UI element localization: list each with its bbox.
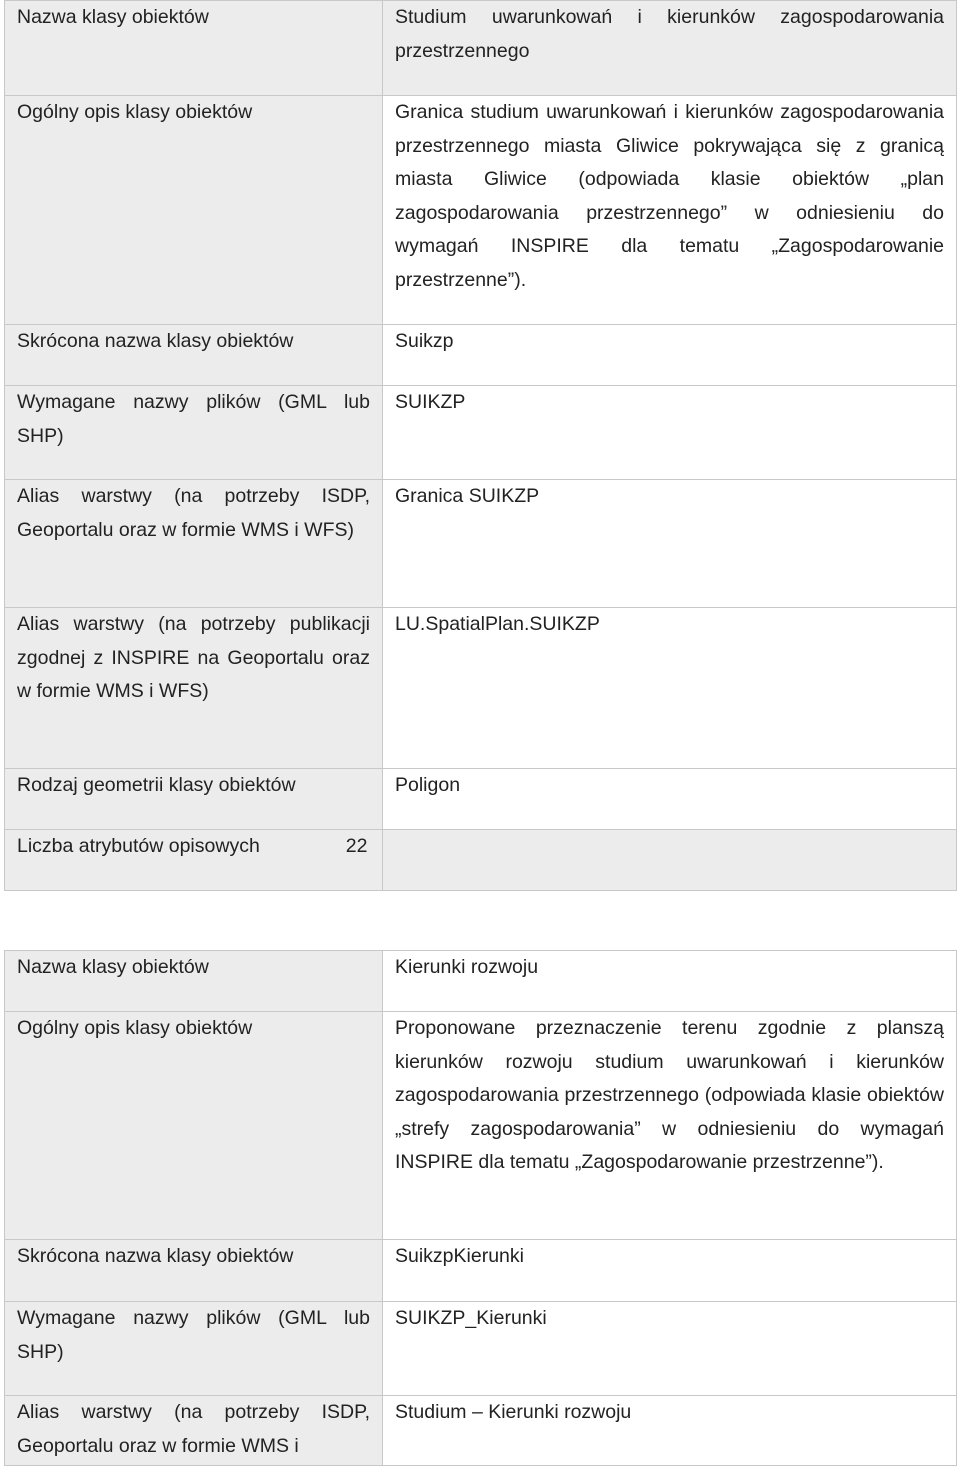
- row-label: Skrócona nazwa klasy obiektów: [5, 1240, 383, 1302]
- table-row: [5, 951, 957, 1012]
- table-row: [5, 1, 957, 96]
- row-label: Ogólny opis klasy obiektów: [5, 1012, 383, 1240]
- object-class-table-studium: [4, 0, 957, 891]
- table-row: [5, 96, 957, 325]
- table-row: [5, 1302, 957, 1396]
- table-row: [5, 325, 957, 386]
- row-value: SUIKZP_Kierunki: [383, 1302, 957, 1396]
- row-label: Alias warstwy (na potrzeby ISDP, Geoportalu oraz w formie WMS i: [5, 1396, 383, 1466]
- row-label: Wymagane nazwy plików (GML lub SHP): [5, 386, 383, 480]
- row-value: Granica SUIKZP: [383, 480, 957, 608]
- empty-cell: [383, 830, 957, 891]
- row-value: LU.SpatialPlan.SUIKZP: [383, 608, 957, 769]
- row-label: Nazwa klasy obiektów: [5, 1, 383, 96]
- row-value: Suikzp: [383, 325, 957, 386]
- table-row: [5, 1396, 957, 1466]
- row-value: Granica studium uwarunkowań i kierunków zagospodarowania przestrzennego miasta Gliwice pokrywająca się z granicą miasta Gliwice (odpowiada klasie obiektów „plan zagospodarowania przestrzennego” w odniesieniu do wymagań INSPIRE dla tematu „Zagospodarowanie przestrzenne”).: [383, 96, 957, 325]
- attribute-count-row: [5, 830, 383, 891]
- row-label: Rodzaj geometrii klasy obiektów: [5, 769, 383, 830]
- table-row: [5, 769, 957, 830]
- row-label: Alias warstwy (na potrzeby publikacji zgodnej z INSPIRE na Geoportalu oraz w formie WMS i WFS): [5, 608, 383, 769]
- table-row: [5, 830, 957, 891]
- object-class-table-kierunki: [4, 950, 957, 1466]
- row-label: Nazwa klasy obiektów: [5, 951, 383, 1012]
- attribute-count-value: 22: [345, 835, 368, 857]
- row-value: Kierunki rozwoju: [383, 951, 957, 1012]
- row-label: Liczba atrybutów opisowych: [17, 835, 260, 857]
- table-row: [5, 386, 957, 480]
- table-row: [5, 608, 957, 769]
- row-value: Studium – Kierunki rozwoju: [383, 1396, 957, 1466]
- table-row: [5, 480, 957, 608]
- row-label: Skrócona nazwa klasy obiektów: [5, 325, 383, 386]
- row-label: Ogólny opis klasy obiektów: [5, 96, 383, 325]
- table-row: [5, 1240, 957, 1302]
- row-value: SUIKZP: [383, 386, 957, 480]
- row-value: SuikzpKierunki: [383, 1240, 957, 1302]
- row-value: Poligon: [383, 769, 957, 830]
- row-value: Proponowane przeznaczenie terenu zgodnie z planszą kierunków rozwoju studium uwarunkowań i kierunków zagospodarowania przestrzennego (odpowiada klasie obiektów „strefy zagospodarowania” w odniesieniu do wymagań INSPIRE dla tematu „Zagospodarowanie przestrzenne”).: [383, 1012, 957, 1240]
- table-row: [5, 1012, 957, 1240]
- row-label: Alias warstwy (na potrzeby ISDP, Geoportalu oraz w formie WMS i WFS): [5, 480, 383, 608]
- row-value: Studium uwarunkowań i kierunków zagospodarowania przestrzennego: [383, 1, 957, 96]
- row-label: Wymagane nazwy plików (GML lub SHP): [5, 1302, 383, 1396]
